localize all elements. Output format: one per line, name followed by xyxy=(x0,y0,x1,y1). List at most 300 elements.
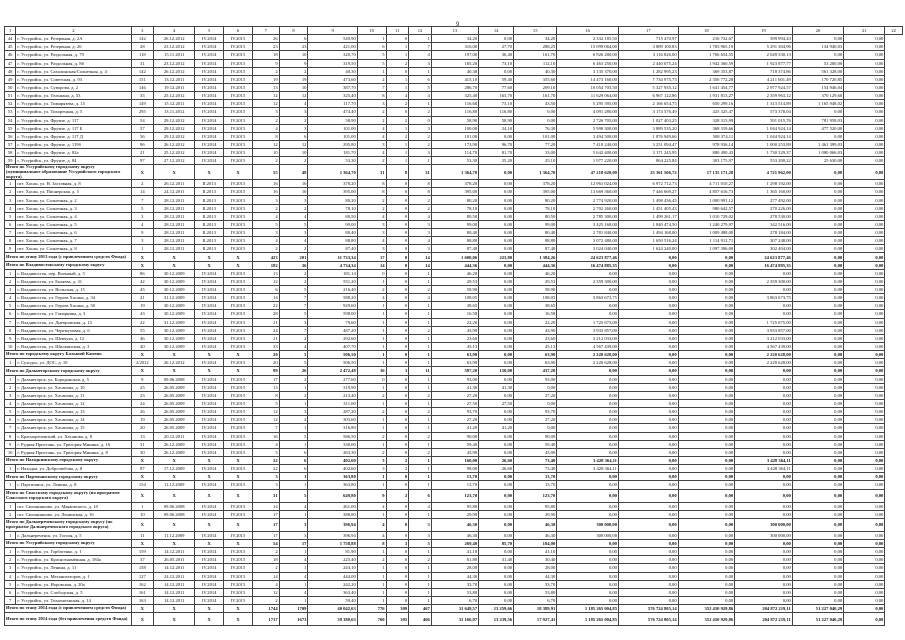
cell-col-9: 4 734,34 xyxy=(308,261,357,269)
cell-col-19: 1 044 924,14 xyxy=(735,132,793,140)
cell-col-1: 47 xyxy=(5,59,16,67)
cell-col-14: 0,00 xyxy=(479,580,514,588)
table-row xyxy=(5,302,903,310)
cell-col-17: 0,00 xyxy=(618,580,678,588)
cell-col-8: 5 xyxy=(279,286,308,294)
cell-col-15: 6,70 xyxy=(514,596,557,604)
address-cell: г. Уссурийск, ул. Тихорецкая, д. 5 xyxy=(16,108,131,116)
table-row xyxy=(5,149,903,157)
cell-col-20: 0,00 xyxy=(792,391,843,399)
cell-col-4: 30.12.2009 xyxy=(154,269,195,277)
cell-col-17: 0,00 xyxy=(618,253,678,261)
cell-col-19: 0,00 xyxy=(735,383,793,391)
cell-col-7: 31 xyxy=(252,489,279,502)
cell-col-4: 11.12.2009 xyxy=(154,481,195,489)
cell-col-18: 0,00 xyxy=(678,564,735,572)
cell-col-17: 3 171 245,95 xyxy=(618,149,678,157)
cell-col-13: 45,13 xyxy=(431,342,478,350)
cell-col-12: 4 xyxy=(409,212,432,220)
cell-col-12: 1 xyxy=(409,277,432,285)
cell-col-12: 1 xyxy=(409,588,432,596)
cell-col-17: 1 498 436,45 xyxy=(618,196,678,204)
cell-col-6: IV.2015 xyxy=(224,51,253,59)
cell-col-4: 20.12.2011 xyxy=(154,432,195,440)
cell-col-4: 25.12.2012 xyxy=(154,149,195,157)
cell-col-5: IV.2014 xyxy=(195,277,224,285)
cell-col-11: 0 xyxy=(386,399,409,407)
cell-col-13: 6,70 xyxy=(431,596,478,604)
table-row xyxy=(5,326,903,334)
cell-col-8: 16 xyxy=(279,180,308,188)
cell-col-21: 0,00 xyxy=(844,43,885,51)
cell-col-15: 161,70 xyxy=(514,92,557,100)
cell-col-12: 3 xyxy=(409,149,432,157)
cell-col-9: 506,50 xyxy=(308,351,357,359)
address-cell: г. Уссурийск, ул. Раздольная, д. 79 xyxy=(16,51,131,59)
cell-col-10: 1 xyxy=(357,359,386,367)
cell-col-3: 11 xyxy=(131,531,154,539)
cell-col-4: 28.12.2011 xyxy=(154,212,195,220)
cell-col-3: X xyxy=(131,518,154,531)
cell-col-3: 295 xyxy=(131,108,154,116)
cell-col-18: 0,00 xyxy=(678,261,735,269)
cell-col-12: 1 xyxy=(409,473,432,481)
cell-col-4: 17.12.2009 xyxy=(154,465,195,473)
cell-col-19: 3 428 364,11 xyxy=(735,456,793,464)
cell-col-11: 0 xyxy=(386,518,409,531)
cell-col-14: 0,00 xyxy=(479,237,514,245)
cell-col-9: 474,40 xyxy=(308,108,357,116)
cell-col-19: 1 725 675,00 xyxy=(735,318,793,326)
cell-col-19: 553 200,22 xyxy=(735,157,793,165)
cell-col-4: 30.12.2009 xyxy=(154,286,195,294)
cell-col-12: 4 xyxy=(409,237,432,245)
cell-col-5: IV.2014 xyxy=(195,92,224,100)
cell-col-20: 0,00 xyxy=(792,473,843,481)
cell-col-18: 0,00 xyxy=(678,518,735,531)
address-cell: г. Краснореченский, ул. Хасанова, д. 8 xyxy=(16,432,131,440)
cell-col-18: 1 641 454,77 xyxy=(678,83,735,91)
cell-col-4: 23.12.2012 xyxy=(154,43,195,51)
cell-col-15: 16,58 xyxy=(514,310,557,318)
cell-col-12: 1 xyxy=(409,424,432,432)
cell-col-11: 2 xyxy=(386,100,409,108)
cell-col-8: 5 xyxy=(279,489,308,502)
cell-col-8: 1 xyxy=(279,564,308,572)
cell-col-20: 0,00 xyxy=(792,310,843,318)
cell-col-14: 223,80 xyxy=(479,253,514,261)
cell-col-4: 29.12.2012 xyxy=(154,124,195,132)
cell-col-3: 43 xyxy=(131,310,154,318)
cell-col-18: 0,00 xyxy=(678,391,735,399)
cell-col-20: 0,00 xyxy=(792,212,843,220)
cell-col-14: 0,00 xyxy=(479,294,514,302)
cell-col-16: 3 072 480,00 xyxy=(557,237,619,245)
cell-col-16: 0,00 xyxy=(557,399,619,407)
cell-col-3: 149 xyxy=(131,100,154,108)
cell-col-15: 0,00 xyxy=(514,383,557,391)
cell-col-9: 929,60 xyxy=(308,302,357,310)
cell-col-7: 22 xyxy=(252,456,279,464)
cell-col-12: 11 xyxy=(409,367,432,375)
cell-col-14: 0,00 xyxy=(479,277,514,285)
cell-col-3: 25 xyxy=(131,383,154,391)
cell-col-10: 1 xyxy=(357,310,386,318)
cell-col-1: 6 xyxy=(5,416,16,424)
cell-col-18: 0,00 xyxy=(678,580,735,588)
cell-col-19: 399 994,43 xyxy=(735,35,793,43)
cell-col-17: 0,00 xyxy=(618,310,678,318)
cell-col-15: 34,20 xyxy=(514,35,557,43)
cell-col-1: 6 xyxy=(5,220,16,228)
cell-col-11: 2 xyxy=(386,116,409,124)
cell-col-21: 0,00 xyxy=(844,269,885,277)
cell-col-9: 213,40 xyxy=(308,391,357,399)
cell-col-3: 97 xyxy=(131,157,154,165)
cell-col-9: 87,40 xyxy=(308,245,357,253)
cell-col-16: 0,00 xyxy=(557,383,619,391)
table-row xyxy=(5,180,903,188)
cell-col-11: 0 xyxy=(386,572,409,580)
cell-col-14: 0,00 xyxy=(479,596,514,604)
cell-col-20: 0,00 xyxy=(792,383,843,391)
cell-col-20: 781 958,03 xyxy=(792,116,843,124)
cell-col-9: 363,80 xyxy=(308,481,357,489)
cell-col-20: 0,00 xyxy=(792,204,843,212)
cell-col-12: 14 xyxy=(409,261,432,269)
cell-col-9: 2 472,48 xyxy=(308,367,357,375)
table-row xyxy=(5,237,903,245)
cell-col-16: 2 726 705,00 xyxy=(557,116,619,124)
cell-col-18: 0,00 xyxy=(678,531,735,539)
cell-col-16: 3 135 370,00 xyxy=(557,67,619,75)
cell-col-5: IV.2014 xyxy=(195,302,224,310)
cell-col-6: IV.2015 xyxy=(224,92,253,100)
cell-col-3: 118 xyxy=(131,51,154,59)
cell-col-3: 14 xyxy=(131,188,154,196)
cell-col-3: 162 xyxy=(131,580,154,588)
table-row xyxy=(5,572,903,580)
cell-col-13: 27,50 xyxy=(431,399,478,407)
cell-col-7: 12 xyxy=(252,277,279,285)
cell-col-11: 0 xyxy=(386,220,409,228)
cell-col-12: 2 xyxy=(409,448,432,456)
cell-col-10: 8 xyxy=(357,92,386,100)
cell-col-21: 0,00 xyxy=(844,188,885,196)
cell-col-4: X xyxy=(154,165,195,180)
cell-col-3: X xyxy=(131,351,154,359)
cell-col-15: 63,90 xyxy=(514,351,557,359)
cell-col-11: 1 xyxy=(386,140,409,148)
cell-col-13: 27,20 xyxy=(431,391,478,399)
cell-col-14: 13 239,56 xyxy=(479,613,514,626)
cell-col-16: 0,00 xyxy=(557,556,619,564)
column-number-14: 14 xyxy=(479,27,514,35)
cell-col-13: 43,90 xyxy=(431,448,478,456)
cell-col-17: 0,00 xyxy=(618,518,678,531)
cell-col-8: 1673 xyxy=(279,613,308,626)
cell-col-19: 0,00 xyxy=(735,310,793,318)
cell-col-7: 2 xyxy=(252,564,279,572)
table-row xyxy=(5,124,903,132)
cell-col-18: 0,00 xyxy=(678,456,735,464)
cell-col-12: 4 xyxy=(409,502,432,510)
cell-col-12: 2 xyxy=(409,132,432,140)
cell-col-16: 1 185 265 004,85 xyxy=(557,605,619,613)
cell-col-16: 0,00 xyxy=(557,473,619,481)
cell-col-13: 123,70 xyxy=(431,489,478,502)
cell-col-1: 4 xyxy=(5,572,16,580)
cell-col-16: 7 410 240,00 xyxy=(557,140,619,148)
cell-col-5: IV.2014 xyxy=(195,334,224,342)
cell-col-11: 0 xyxy=(386,588,409,596)
cell-col-7: 4 xyxy=(252,212,279,220)
cell-col-21: 0,00 xyxy=(844,124,885,132)
table-row xyxy=(5,188,903,196)
cell-col-3: 19 xyxy=(131,302,154,310)
cell-col-8: 2 xyxy=(279,67,308,75)
cell-col-13: 108,05 xyxy=(431,294,478,302)
column-number-21: 21 xyxy=(844,27,885,35)
subtotal-label: Итого по этапу 2013 года (с привлечением средств Фонда) xyxy=(5,253,132,261)
cell-col-7: 13 xyxy=(252,383,279,391)
cell-col-1: 57 xyxy=(5,140,16,148)
cell-col-21: 0,00 xyxy=(844,432,885,440)
cell-col-11: 305 xyxy=(386,613,409,626)
address-cell: г. Уссурийск, ул. Раздольная, д. 86 xyxy=(16,59,131,67)
cell-col-18: 0,00 xyxy=(678,383,735,391)
cell-col-10: 1 xyxy=(357,572,386,580)
cell-col-4: 31.12.2009 xyxy=(154,318,195,326)
cell-col-21: 0,00 xyxy=(844,489,885,502)
cell-col-19: 0,00 xyxy=(735,548,793,556)
address-cell: пгт. Хасан, ул. Пионерская, д. 5 xyxy=(16,188,131,196)
cell-col-11: 0 xyxy=(386,548,409,556)
cell-col-1: 58 xyxy=(5,149,16,157)
cell-col-16: 2 220 628,00 xyxy=(557,351,619,359)
cell-col-8: 2 xyxy=(279,334,308,342)
cell-col-5: IV.2014 xyxy=(195,572,224,580)
cell-col-12: 6 xyxy=(409,75,432,83)
cell-col-21: 0,00 xyxy=(844,334,885,342)
cell-col-20: 1 165 948,02 xyxy=(792,100,843,108)
cell-col-14: 0,00 xyxy=(479,261,514,269)
cell-col-1: 5 xyxy=(5,212,16,220)
cell-col-13: 116,60 xyxy=(431,100,478,108)
cell-col-14: 0,00 xyxy=(479,342,514,350)
cell-col-16: 4 091 280,00 xyxy=(557,108,619,116)
cell-col-13: 269,40 xyxy=(431,539,478,547)
cell-col-10: 8 xyxy=(357,180,386,188)
subtotal-row xyxy=(5,613,903,626)
cell-col-7: 17 xyxy=(252,518,279,531)
cell-col-5: X xyxy=(195,261,224,269)
cell-col-5: II.2013 xyxy=(195,229,224,237)
cell-col-6: IV.2015 xyxy=(224,149,253,157)
cell-col-17: 0,00 xyxy=(618,318,678,326)
cell-col-10: 1 xyxy=(357,342,386,350)
cell-col-15: 1 384,26 xyxy=(514,253,557,261)
cell-col-3: 42 xyxy=(131,277,154,285)
subtotal-label: Итого по Уссурийскому городскому округу (муниципальное образование Уссурийского городского округа) xyxy=(5,165,132,180)
cell-col-21: 0,00 xyxy=(844,473,885,481)
cell-col-20: 0,00 xyxy=(792,531,843,539)
cell-col-12: 8 xyxy=(409,180,432,188)
cell-col-18: 216 732,67 xyxy=(678,35,735,43)
cell-col-14: 150,00 xyxy=(479,367,514,375)
cell-col-7: 1744 xyxy=(252,605,279,613)
cell-col-5: IV.2014 xyxy=(195,342,224,350)
cell-col-3: 19 xyxy=(131,416,154,424)
cell-col-3: 158 xyxy=(131,564,154,572)
cell-col-17: 0,00 xyxy=(618,383,678,391)
cell-col-16: 0,00 xyxy=(557,510,619,518)
cell-col-6: X xyxy=(224,613,253,626)
cell-col-16: 300 000,00 xyxy=(557,531,619,539)
cell-col-3: X xyxy=(131,489,154,502)
cell-col-17: 25 361 506,72 xyxy=(618,165,678,180)
cell-col-11: 0 xyxy=(386,261,409,269)
cell-col-3: X xyxy=(131,605,154,613)
cell-col-5: II.2013 xyxy=(195,180,224,188)
cell-col-18: 0,00 xyxy=(678,473,735,481)
cell-col-7: 14 xyxy=(252,502,279,510)
cell-col-7: 33 xyxy=(252,342,279,350)
cell-col-12: 467 xyxy=(409,605,432,613)
cell-col-16: 0,00 xyxy=(557,448,619,456)
cell-col-19: 0,00 xyxy=(735,424,793,432)
cell-col-18: 0,00 xyxy=(678,253,735,261)
cell-col-19: 1 313 514,89 xyxy=(735,100,793,108)
cell-col-14: 27,70 xyxy=(479,43,514,51)
cell-col-9: 598,00 xyxy=(308,310,357,318)
cell-col-17: 0,00 xyxy=(618,408,678,416)
cell-col-17: 0,00 xyxy=(618,572,678,580)
cell-col-14: 0,00 xyxy=(479,310,514,318)
cell-col-14: 58,90 xyxy=(479,116,514,124)
cell-col-18: 0,00 xyxy=(678,548,735,556)
cell-col-16: 2 702 260,00 xyxy=(557,204,619,212)
cell-col-16: 14 473 160,00 xyxy=(557,75,619,83)
cell-col-16: 10 054 705,50 xyxy=(557,83,619,91)
table-row xyxy=(5,465,903,473)
address-cell: г. Владивосток, ул. Вольская, д. 15 xyxy=(16,286,131,294)
table-row xyxy=(5,100,903,108)
cell-col-17: 1 499 261,17 xyxy=(618,212,678,220)
table-row xyxy=(5,277,903,285)
cell-col-15: 13,70 xyxy=(514,473,557,481)
cell-col-3: 87 xyxy=(131,465,154,473)
cell-col-3: 86 xyxy=(131,269,154,277)
address-cell: г. Уссурийск, ул. Резервная, д. 26 xyxy=(16,43,131,51)
cell-col-1: 51 xyxy=(5,92,16,100)
cell-col-10: 0 xyxy=(357,375,386,383)
cell-col-6: X xyxy=(224,165,253,180)
cell-col-1: 49 xyxy=(5,75,16,83)
cell-col-20: 0,00 xyxy=(792,108,843,116)
cell-col-19: 0,00 xyxy=(735,564,793,572)
cell-col-13: 1 600,06 xyxy=(431,253,478,261)
cell-col-21: 0,00 xyxy=(844,212,885,220)
cell-col-4: 26.05.2011 xyxy=(154,556,195,564)
cell-col-7: 26 xyxy=(252,35,279,43)
cell-col-14: 0,00 xyxy=(479,334,514,342)
cell-col-7: 2 xyxy=(252,596,279,604)
cell-col-7: 1717 xyxy=(252,613,279,626)
cell-col-9: 242,20 xyxy=(308,580,357,588)
cell-col-7: 23 xyxy=(252,43,279,51)
address-cell: г. Уссурийск, ул. Слободская, д. 5 xyxy=(16,588,131,596)
address-cell: г. Уссурийск, ул. Фрунзе, д. 117 Б xyxy=(16,124,131,132)
cell-col-13: 197,00 xyxy=(431,51,478,59)
cell-col-3: 55 xyxy=(131,326,154,334)
cell-col-11: 0 xyxy=(386,229,409,237)
address-cell: г. Дальнегорск, ул. Хасанова, д. 15 xyxy=(16,424,131,432)
cell-col-17: 0,00 xyxy=(618,432,678,440)
cell-col-10: 2 xyxy=(357,286,386,294)
cell-col-21: 0,00 xyxy=(844,539,885,547)
cell-col-14: 0,00 xyxy=(479,318,514,326)
cell-col-21: 0,00 xyxy=(844,596,885,604)
cell-col-8: 5 xyxy=(279,220,308,228)
cell-col-4: X xyxy=(154,456,195,464)
table-row xyxy=(5,383,903,391)
cell-col-7: 7 xyxy=(252,424,279,432)
cell-col-11: 0 xyxy=(386,310,409,318)
cell-col-5: X xyxy=(195,351,224,359)
cell-col-11: 0 xyxy=(386,424,409,432)
cell-col-12: 1 xyxy=(409,456,432,464)
cell-col-5: IV.2014 xyxy=(195,448,224,456)
cell-col-6: X xyxy=(224,473,253,481)
cell-col-7: 16 xyxy=(252,432,279,440)
cell-col-11: 0 xyxy=(386,277,409,285)
cell-col-15: 43,50 xyxy=(514,100,557,108)
cell-col-19: 4 211 601,49 xyxy=(735,75,793,83)
address-cell: г. Суходол, ул. ДОС, д. 10 xyxy=(16,359,131,367)
cell-col-1: 3 xyxy=(5,196,16,204)
cell-col-9: 421,00 xyxy=(308,43,357,51)
cell-col-19: 591 015,76 xyxy=(735,116,793,124)
cell-col-6: IV.2015 xyxy=(224,399,253,407)
cell-col-1: 1 xyxy=(5,180,16,188)
cell-col-5: IV.2014 xyxy=(195,596,224,604)
cell-col-5: IV.2014 xyxy=(195,318,224,326)
cell-col-1: 1 xyxy=(5,548,16,556)
cell-col-21: 0,00 xyxy=(844,342,885,350)
cell-col-19: 270 226,00 xyxy=(735,204,793,212)
cell-col-8: 17 xyxy=(279,539,308,547)
cell-col-1: 2 xyxy=(5,188,16,196)
cell-col-6: IV.2015 xyxy=(224,481,253,489)
cell-col-9: 261,00 xyxy=(308,502,357,510)
cell-col-6: IV.2015 xyxy=(224,188,253,196)
cell-col-21: 0,00 xyxy=(844,180,885,188)
cell-col-19: 0,00 xyxy=(735,286,793,294)
cell-col-17: 0,00 xyxy=(618,556,678,564)
cell-col-3: 35 xyxy=(131,92,154,100)
cell-col-1: 53 xyxy=(5,108,16,116)
cell-col-15: 76,30 xyxy=(514,124,557,132)
cell-col-9: 319,50 xyxy=(308,59,357,67)
cell-col-14: 0,00 xyxy=(479,35,514,43)
cell-col-10: 1 xyxy=(357,383,386,391)
cell-col-13: 53,80 xyxy=(431,588,478,596)
cell-col-18: 425 325,47 xyxy=(678,108,735,116)
cell-col-18: 352 450 929,86 xyxy=(678,605,735,613)
cell-col-8: 3 xyxy=(279,408,308,416)
cell-col-17: 0,00 xyxy=(618,261,678,269)
